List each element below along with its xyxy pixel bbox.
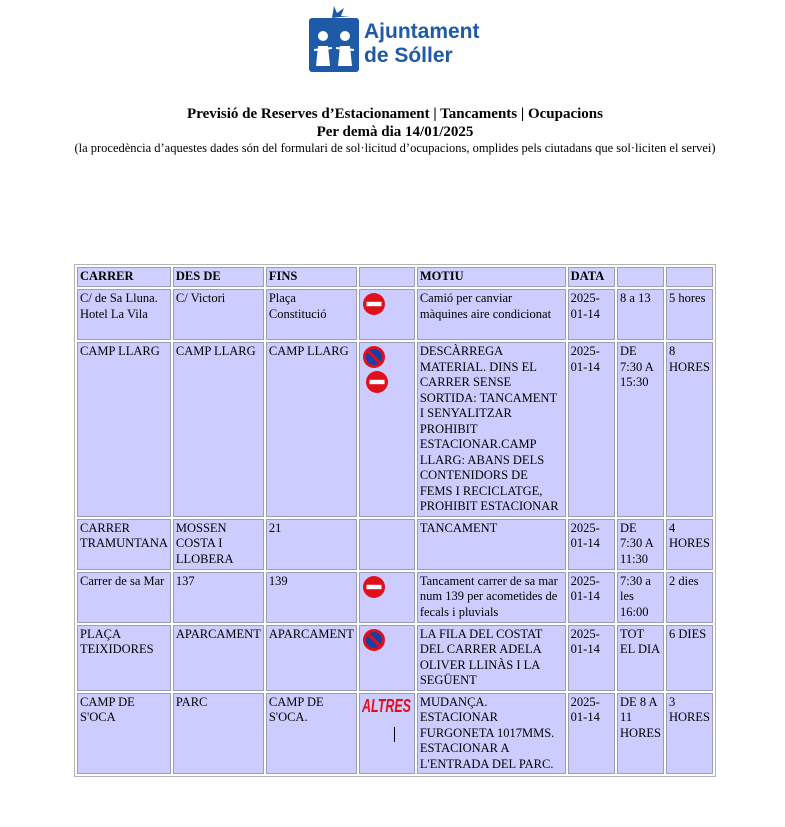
cell-fins: CAMP DE S'OCA.	[266, 693, 357, 775]
cell-signs	[359, 289, 415, 340]
table-row	[77, 289, 713, 340]
cell-motiu: Tancament carrer de sa mar num 139 per acometides de fecals i pluvials	[417, 572, 566, 623]
cell-signs	[359, 625, 415, 691]
ajuntament-logo	[308, 4, 483, 74]
col-header-fins: FINS	[266, 267, 357, 287]
cell-horari: TOT EL DIA	[617, 625, 664, 691]
cell-carrer: C/ de Sa Lluna. Hotel La Vila	[77, 289, 171, 340]
cell-fins: CAMP LLARG	[266, 342, 357, 517]
cell-signs	[359, 519, 415, 570]
cell-motiu: LA FILA DEL COSTAT DEL CARRER ADELA OLIVER LLINÀS I LA SEGÜENT	[417, 625, 566, 691]
cell-fins: 21	[266, 519, 357, 570]
cell-horari: 8 a 13	[617, 289, 664, 340]
col-header-horari	[617, 267, 664, 287]
cell-durada: 4 HORES	[666, 519, 713, 570]
logo-line-2: de Sóller	[364, 44, 453, 67]
cell-data: 2025-01-14	[568, 289, 615, 340]
cell-durada: 8 HORES	[666, 342, 713, 517]
cell-des-de: CAMP LLARG	[173, 342, 264, 517]
cell-carrer: PLAÇA TEIXIDORES	[77, 625, 171, 691]
col-header-signs	[359, 267, 415, 287]
col-header-motiu: MOTIU	[417, 267, 566, 287]
cell-horari: DE 8 A 11 HORES	[617, 693, 664, 775]
table-header-row	[77, 267, 713, 287]
reservations-table	[74, 264, 716, 777]
cell-des-de: C/ Victori	[173, 289, 264, 340]
no-entry-icon	[362, 292, 386, 316]
cell-motiu: Camió per canviar màquines aire condicionat	[417, 289, 566, 340]
cell-fins: Plaça Constitució	[266, 289, 357, 340]
no-parking-icon	[362, 345, 386, 369]
col-header-des-de: DES DE	[173, 267, 264, 287]
table-row	[77, 342, 713, 517]
title-block	[74, 105, 716, 156]
table-row	[77, 519, 713, 570]
cell-durada: 3 HORES	[666, 693, 713, 775]
logo-line-1: Ajuntament	[364, 20, 480, 43]
table-row	[77, 625, 713, 691]
cell-carrer: CAMP LLARG	[77, 342, 171, 517]
cell-durada: 6 DIES	[666, 625, 713, 691]
col-header-data: DATA	[568, 267, 615, 287]
cell-des-de: APARCAMENT	[173, 625, 264, 691]
coat-of-arms-icon	[308, 4, 360, 74]
cell-des-de: 137	[173, 572, 264, 623]
cell-durada: 5 hores	[666, 289, 713, 340]
subtitle: (la procedència d’aquestes dades són del formulari de sol·licitud d’ocupacions, omplides pels ciutadans que sol·liciten el servei)	[74, 141, 716, 155]
table-row	[77, 572, 713, 623]
cell-durada: 2 dies	[666, 572, 713, 623]
cell-carrer: Carrer de sa Mar	[77, 572, 171, 623]
cell-horari: 7:30 a les 16:00	[617, 572, 664, 623]
cell-motiu: TANCAMENT	[417, 519, 566, 570]
cell-horari: DE 7:30 A 11:30	[617, 519, 664, 570]
cell-horari: DE 7:30 A 15:30	[617, 342, 664, 517]
cell-data: 2025-01-14	[568, 572, 615, 623]
col-header-durada	[666, 267, 713, 287]
cell-signs	[359, 342, 415, 517]
cell-carrer: CAMP DE S'OCA	[77, 693, 171, 775]
cell-motiu: DESCÀRREGA MATERIAL. DINS EL CARRER SENSE SORTIDA: TANCAMENT I SENYALITZAR PROHIBIT ESTACIONAR.CAMP LLARG: ABANS DELS CONTENIDORS DE FEMS I RECICLATGE, PROHIBIT ESTACIONAR	[417, 342, 566, 517]
text-cursor	[394, 727, 395, 742]
no-parking-icon	[362, 628, 386, 652]
cell-fins: 139	[266, 572, 357, 623]
date-line: Per demà dia 14/01/2025	[316, 124, 474, 140]
cell-data: 2025-01-14	[568, 342, 615, 517]
cell-signs	[359, 572, 415, 623]
cell-fins: APARCAMENT	[266, 625, 357, 691]
col-header-carrer: CARRER	[77, 267, 171, 287]
cell-motiu: MUDANÇA. ESTACIONAR FURGONETA 1017MMS. ESTACIONAR A L'ENTRADA DEL PARC.	[417, 693, 566, 775]
altres-label	[362, 695, 412, 717]
no-entry-icon	[365, 370, 389, 394]
cell-data: 2025-01-14	[568, 693, 615, 775]
cell-data: 2025-01-14	[568, 625, 615, 691]
altres-text: ALTRES	[361, 695, 411, 716]
no-entry-icon	[362, 575, 386, 599]
page-title: Previsió de Reserves d’Estacionament | Tancaments | Ocupacions	[187, 106, 603, 122]
cell-signs	[359, 693, 415, 775]
cell-des-de: PARC	[173, 693, 264, 775]
cell-data: 2025-01-14	[568, 519, 615, 570]
cell-des-de: MOSSEN COSTA I LLOBERA	[173, 519, 264, 570]
cell-carrer: CARRER TRAMUNTANA	[77, 519, 171, 570]
table-row	[77, 693, 713, 775]
